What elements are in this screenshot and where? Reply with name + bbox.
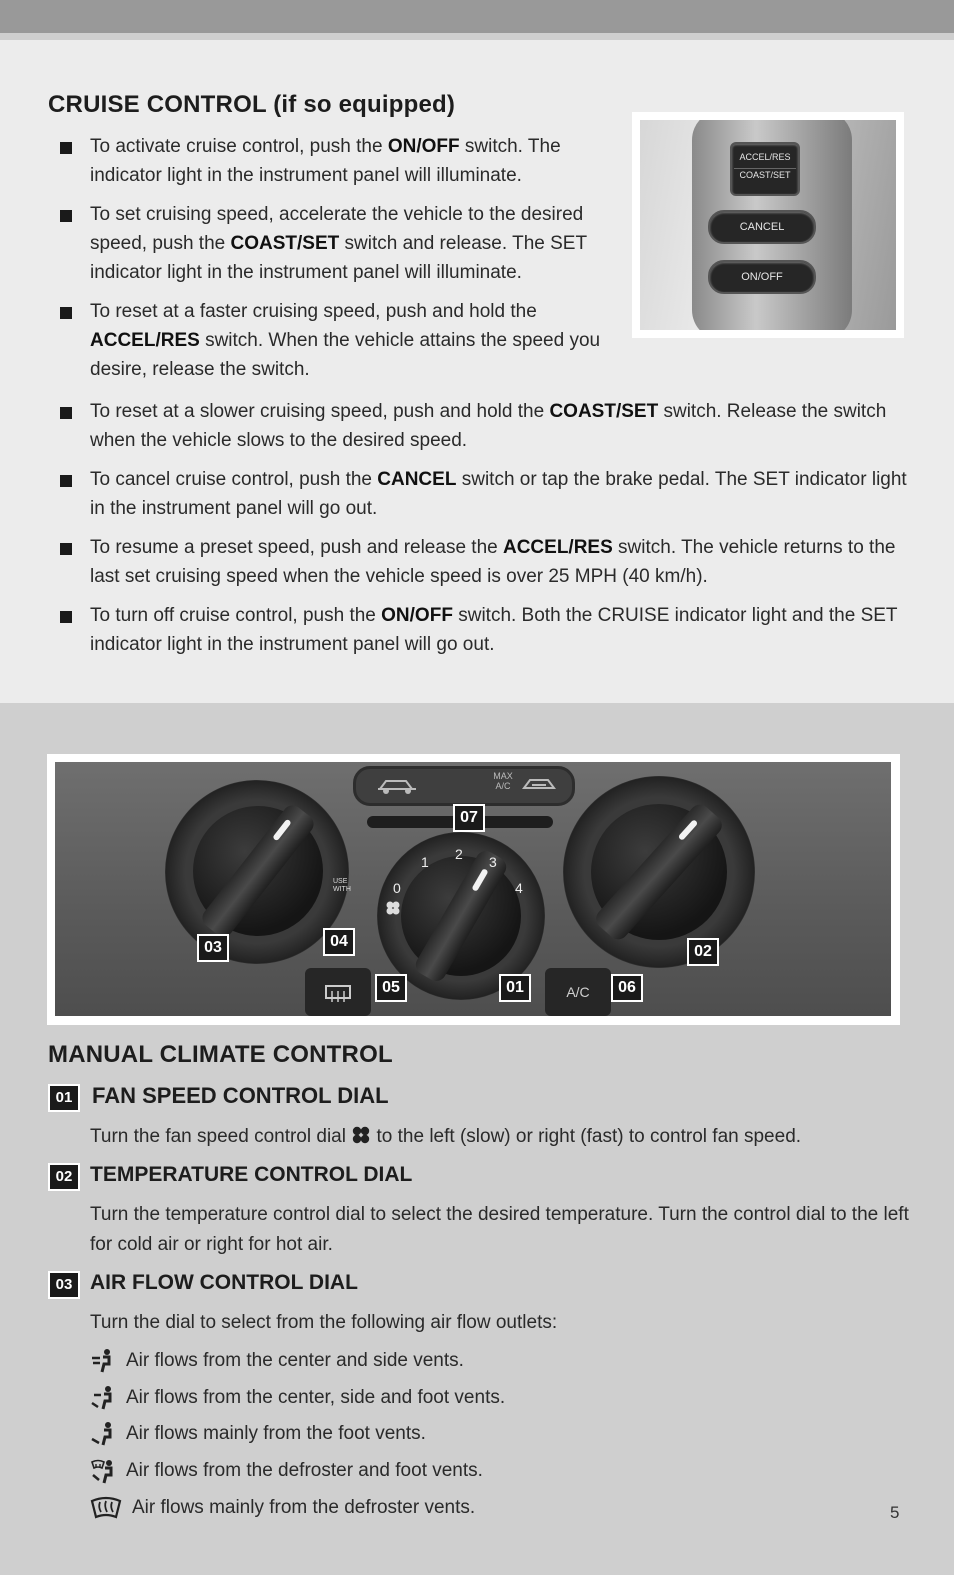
climate-panel-image: MAX A/C USE WITH 0 1 2 3 4 A/C 03 04 05 01 06 07 02 xyxy=(55,762,891,1016)
max-ac-recirc-icon xyxy=(520,772,560,798)
fan-icon xyxy=(385,900,401,916)
cruise-control-section xyxy=(0,40,954,703)
callout-03: 03 xyxy=(197,934,229,962)
callout-06: 06 xyxy=(611,974,643,1002)
callout-02: 02 xyxy=(687,938,719,966)
item-heading: TEMPERATURE CONTROL DIAL xyxy=(90,1163,413,1186)
list-item: Air flows mainly from the foot vents. xyxy=(90,1419,426,1449)
bi-level-icon xyxy=(90,1385,116,1411)
callout-01: 01 xyxy=(499,974,531,1002)
list-item: Air flows mainly from the defroster vents. xyxy=(90,1493,475,1523)
list-item: To activate cruise control, push the ON/OFF switch. The indicator light in the instrument panel will illuminate. xyxy=(60,132,620,190)
item-number-badge: 02 xyxy=(48,1163,80,1191)
bullet-square-icon xyxy=(60,210,72,222)
rear-defrost-button xyxy=(305,968,371,1016)
item-heading: AIR FLOW CONTROL DIAL xyxy=(90,1271,358,1294)
cancel-switch: CANCEL xyxy=(708,210,816,244)
page-number: 5 xyxy=(890,1503,900,1522)
list-item: To set cruising speed, accelerate the vehicle to the desired speed, push the COAST/SET switch and release. The SET indicator light in the instrument panel will illuminate. xyxy=(60,200,620,287)
item-text: Turn the fan speed control dial to the left (slow) or right (fast) to control fan speed. xyxy=(90,1126,802,1147)
section-title: CRUISE CONTROL (if so equipped) xyxy=(48,91,456,118)
on-off-switch: ON/OFF xyxy=(708,260,816,294)
cruise-switch-image xyxy=(640,120,896,330)
use-with-label: USE WITH xyxy=(333,878,351,893)
callout-05: 05 xyxy=(375,974,407,1002)
ac-button: A/C xyxy=(545,968,611,1016)
recirc-max-ac-bar xyxy=(353,766,575,806)
list-item: To resume a preset speed, push and release the ACCEL/RES switch. The vehicle returns to the last set cruising speed when the vehicle speed is over 25 MPH (40 km/h). xyxy=(60,533,910,591)
callout-07: 07 xyxy=(453,804,485,832)
list-item: Air flows from the center, side and foot vents. xyxy=(90,1383,505,1413)
max-ac-label: MAX A/C xyxy=(493,771,513,791)
list-item: Air flows from the defroster and foot vents. xyxy=(90,1456,483,1486)
climate-photo xyxy=(47,754,900,1025)
bullet-square-icon xyxy=(60,475,72,487)
defrost-foot-icon xyxy=(90,1458,116,1484)
cruise-bullets-top xyxy=(60,132,620,384)
item-heading: FAN SPEED CONTROL DIAL xyxy=(92,1083,389,1108)
foot-icon xyxy=(90,1421,116,1447)
list-item: To cancel cruise control, push the CANCEL switch or tap the brake pedal. The SET indicator light in the instrument panel will go out. xyxy=(60,465,910,523)
vent-icon xyxy=(90,1348,116,1374)
callout-04: 04 xyxy=(323,928,355,956)
top-bar xyxy=(0,0,954,33)
item-number-badge: 03 xyxy=(48,1271,80,1299)
climate-section xyxy=(0,710,954,1575)
list-item: To reset at a faster cruising speed, push and hold the ACCEL/RES switch. When the vehicle attains the speed you desire, release the switch. xyxy=(60,297,620,384)
recirc-icon xyxy=(372,771,432,799)
item-number-badge: 01 xyxy=(48,1084,80,1112)
bullet-square-icon xyxy=(60,611,72,623)
rear-defrost-icon xyxy=(323,983,353,1003)
section-title: MANUAL CLIMATE CONTROL xyxy=(48,1041,393,1068)
list-item: Air flows from the center and side vents. xyxy=(90,1346,464,1376)
defrost-icon xyxy=(90,1495,122,1521)
list-item: To reset at a slower cruising speed, push and hold the COAST/SET switch. Release the switch when the vehicle slows to the desired speed. xyxy=(60,397,910,455)
fan-icon xyxy=(351,1126,371,1144)
bullet-square-icon xyxy=(60,142,72,154)
bullet-square-icon xyxy=(60,307,72,319)
bullet-square-icon xyxy=(60,407,72,419)
bullet-square-icon xyxy=(60,543,72,555)
cruise-switch-photo xyxy=(632,112,904,338)
cruise-bullets-bottom xyxy=(60,397,910,659)
item-text: Turn the dial to select from the following air flow outlets: xyxy=(90,1312,558,1333)
accel-coast-switch: ACCEL/RES COAST/SET xyxy=(730,142,800,196)
list-item: To turn off cruise control, push the ON/OFF switch. Both the CRUISE indicator light and the SET indicator light in the instrument panel will go out. xyxy=(60,601,910,659)
item-text: Turn the temperature control dial to select the desired temperature. Turn the control dial to the left for cold air or right for hot air. xyxy=(90,1204,909,1255)
